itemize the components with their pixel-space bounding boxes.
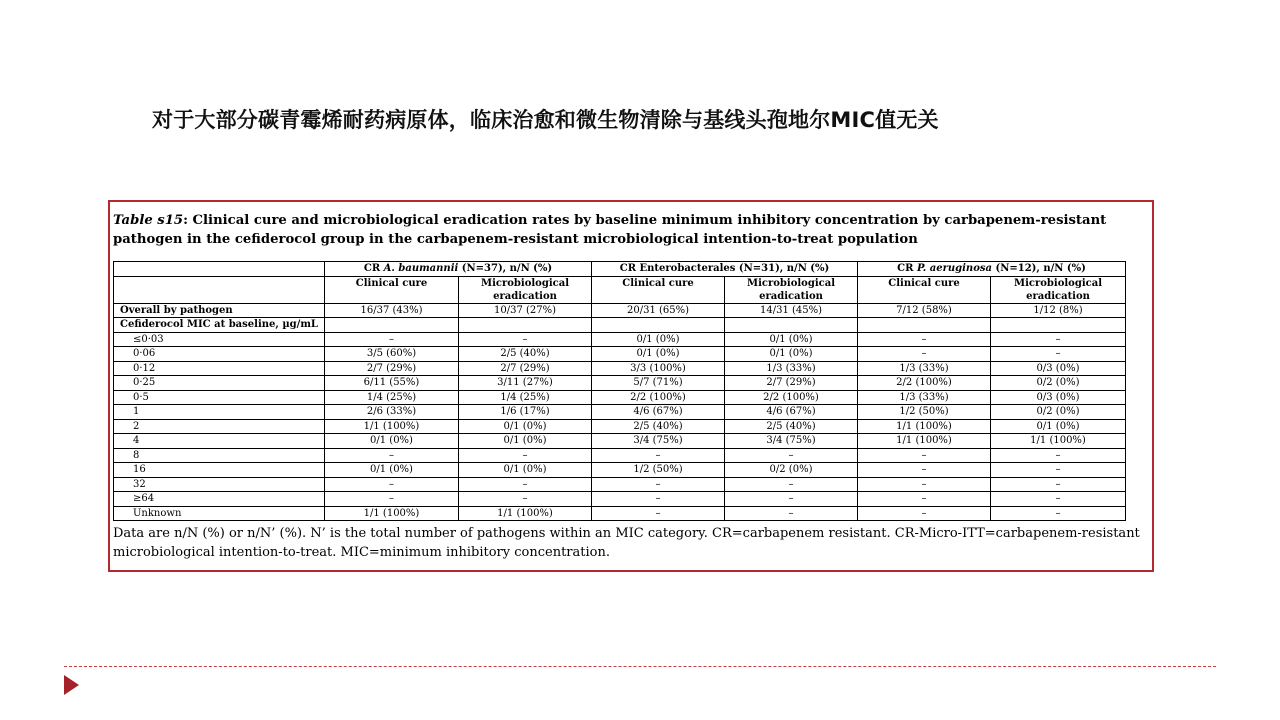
table-row xyxy=(114,448,1126,463)
table-cell: 3/11 (27%) xyxy=(459,376,592,391)
table-row xyxy=(114,318,1126,333)
table-cell: 1/4 (25%) xyxy=(325,390,459,405)
row-label: Overall by pathogen xyxy=(114,303,325,318)
table-cell: – xyxy=(991,448,1126,463)
table-cell: 0/3 (0%) xyxy=(991,390,1126,405)
table-cell: 0/1 (0%) xyxy=(592,332,725,347)
table-cell: – xyxy=(459,332,592,347)
subheader-cell: Microbiological eradication xyxy=(725,276,858,303)
table-cell: 1/1 (100%) xyxy=(858,434,991,449)
group-header-row xyxy=(114,262,1126,277)
table-cell: 1/1 (100%) xyxy=(858,419,991,434)
table-row xyxy=(114,405,1126,420)
table-row xyxy=(114,492,1126,507)
table-cell: 0/2 (0%) xyxy=(991,376,1126,391)
table-cell: 7/12 (58%) xyxy=(858,303,991,318)
group-header-enterobacterales: CR Enterobacterales (N=31), n/N (%) xyxy=(592,262,858,277)
row-label: 1 xyxy=(114,405,325,420)
table-cell: – xyxy=(592,477,725,492)
table-cell: – xyxy=(325,332,459,347)
table-cell: 0/1 (0%) xyxy=(725,332,858,347)
table-cell: – xyxy=(858,448,991,463)
table-cell: 2/7 (29%) xyxy=(459,361,592,376)
row-label: ≥64 xyxy=(114,492,325,507)
table-cell: 20/31 (65%) xyxy=(592,303,725,318)
table-row xyxy=(114,463,1126,478)
table-cell: 0/1 (0%) xyxy=(592,347,725,362)
table-cell: – xyxy=(459,492,592,507)
table-cell: – xyxy=(991,477,1126,492)
table-cell xyxy=(858,318,991,333)
table-cell: – xyxy=(459,448,592,463)
table-cell: – xyxy=(858,463,991,478)
table-cell: – xyxy=(858,506,991,521)
table-cell: 2/5 (40%) xyxy=(592,419,725,434)
table-row xyxy=(114,332,1126,347)
table-cell: 0/1 (0%) xyxy=(459,463,592,478)
subheader-cell: Clinical cure xyxy=(592,276,725,303)
table-cell: 2/2 (100%) xyxy=(858,376,991,391)
table-cell: 1/1 (100%) xyxy=(325,506,459,521)
row-label: 32 xyxy=(114,477,325,492)
table-cell: 2/7 (29%) xyxy=(325,361,459,376)
table-cell xyxy=(325,318,459,333)
table-cell: 1/6 (17%) xyxy=(459,405,592,420)
table-footnote: Data are n/N (%) or n/N’ (%). N’ is the total number of pathogens within an MIC category. CR=carbapenem resistant. CR-Micro-ITT=carbapenem-resistant microbiological intention-to-treat. MIC=minimum inhibitory concentration. xyxy=(113,526,1140,560)
bottom-divider xyxy=(64,666,1216,667)
table-cell xyxy=(459,318,592,333)
table-cell: – xyxy=(725,492,858,507)
table-cell: 2/2 (100%) xyxy=(725,390,858,405)
table-cell: 0/1 (0%) xyxy=(725,347,858,362)
table-cell: 0/1 (0%) xyxy=(459,434,592,449)
table-frame xyxy=(108,200,1154,572)
table-row xyxy=(114,506,1126,521)
table-cell: – xyxy=(991,463,1126,478)
table-cell: – xyxy=(592,492,725,507)
table-cell: – xyxy=(858,492,991,507)
table-cell: – xyxy=(325,477,459,492)
table-cell: – xyxy=(725,506,858,521)
table-cell: 16/37 (43%) xyxy=(325,303,459,318)
subheader-cell: Clinical cure xyxy=(858,276,991,303)
table-row xyxy=(114,434,1126,449)
subheader-row xyxy=(114,276,1126,303)
table-caption xyxy=(113,211,1153,249)
table-cell: – xyxy=(991,492,1126,507)
table-cell: 1/3 (33%) xyxy=(858,361,991,376)
table-cell: 1/1 (100%) xyxy=(325,419,459,434)
table-cell: 3/5 (60%) xyxy=(325,347,459,362)
table-cell: – xyxy=(592,506,725,521)
table-cell: 10/37 (27%) xyxy=(459,303,592,318)
row-label: 2 xyxy=(114,419,325,434)
triangle-arrow-icon xyxy=(64,675,79,695)
table-row xyxy=(114,361,1126,376)
table-cell: – xyxy=(592,448,725,463)
table-cell: 1/2 (50%) xyxy=(858,405,991,420)
subheader-cell: Microbiological eradication xyxy=(459,276,592,303)
table-cell: 6/11 (55%) xyxy=(325,376,459,391)
group-header-p-aeruginosa: CR P. aeruginosa (N=12), n/N (%) xyxy=(858,262,1126,277)
table-cell: 3/4 (75%) xyxy=(725,434,858,449)
row-label: 0·12 xyxy=(114,361,325,376)
table-cell: 0/1 (0%) xyxy=(459,419,592,434)
table-cell: 1/2 (50%) xyxy=(592,463,725,478)
table-row xyxy=(114,303,1126,318)
row-label: 0·06 xyxy=(114,347,325,362)
table-cell: 0/1 (0%) xyxy=(325,434,459,449)
table-cell xyxy=(592,318,725,333)
table-cell: 1/1 (100%) xyxy=(991,434,1126,449)
slide-title: 对于大部分碳青霉烯耐药病原体，临床治愈和微生物清除与基线头孢地尔MIC值无关 xyxy=(152,108,939,132)
row-label: ≤0·03 xyxy=(114,332,325,347)
table-cell: – xyxy=(991,347,1126,362)
row-label: 4 xyxy=(114,434,325,449)
subheader-empty xyxy=(114,276,325,303)
row-label: 16 xyxy=(114,463,325,478)
table-cell: 14/31 (45%) xyxy=(725,303,858,318)
table-cell: 3/3 (100%) xyxy=(592,361,725,376)
table-cell: 1/3 (33%) xyxy=(858,390,991,405)
table-cell: – xyxy=(325,448,459,463)
table-cell: 3/4 (75%) xyxy=(592,434,725,449)
table-cell: 1/12 (8%) xyxy=(991,303,1126,318)
row-label: 8 xyxy=(114,448,325,463)
subheader-cell: Microbiological eradication xyxy=(991,276,1126,303)
table-cell: 1/1 (100%) xyxy=(459,506,592,521)
table-cell: – xyxy=(325,492,459,507)
table-row xyxy=(114,477,1126,492)
table-cell: 2/5 (40%) xyxy=(725,419,858,434)
table-cell: – xyxy=(991,332,1126,347)
table-cell: – xyxy=(725,477,858,492)
table-cell: 0/2 (0%) xyxy=(725,463,858,478)
table-cell: 4/6 (67%) xyxy=(725,405,858,420)
header-empty xyxy=(114,262,325,277)
row-label: 0·25 xyxy=(114,376,325,391)
group-header-a-baumannii: CR A. baumannii (N=37), n/N (%) xyxy=(325,262,592,277)
table-row xyxy=(114,419,1126,434)
table-cell xyxy=(991,318,1126,333)
caption-label: Table s15 xyxy=(113,213,184,228)
table-cell: 0/1 (0%) xyxy=(991,419,1126,434)
table-cell: 0/2 (0%) xyxy=(991,405,1126,420)
table-cell xyxy=(725,318,858,333)
results-table xyxy=(113,261,1126,521)
table-cell: – xyxy=(459,477,592,492)
table-cell: – xyxy=(725,448,858,463)
row-label: Unknown xyxy=(114,506,325,521)
table-cell: 0/1 (0%) xyxy=(325,463,459,478)
table-cell: – xyxy=(858,347,991,362)
table-cell: 2/7 (29%) xyxy=(725,376,858,391)
table-cell: – xyxy=(858,477,991,492)
table-cell: 2/5 (40%) xyxy=(459,347,592,362)
table-row xyxy=(114,347,1126,362)
table-body xyxy=(114,303,1126,521)
table-cell: 4/6 (67%) xyxy=(592,405,725,420)
caption-text: : Clinical cure and microbiological eradication rates by baseline minimum inhibitory concentration by carbapenem-resistant pathogen in the cefiderocol group in the carbapenem-resistant microbiological intention-to-treat population xyxy=(113,213,1107,247)
table-cell: – xyxy=(858,332,991,347)
table-cell: 0/3 (0%) xyxy=(991,361,1126,376)
subheader-cell: Clinical cure xyxy=(325,276,459,303)
table-cell: 2/2 (100%) xyxy=(592,390,725,405)
table-cell: 1/3 (33%) xyxy=(725,361,858,376)
row-label: 0·5 xyxy=(114,390,325,405)
table-cell: – xyxy=(991,506,1126,521)
table-row xyxy=(114,390,1126,405)
table-cell: 2/6 (33%) xyxy=(325,405,459,420)
row-label: Cefiderocol MIC at baseline, µg/mL xyxy=(114,318,325,333)
table-cell: 5/7 (71%) xyxy=(592,376,725,391)
table-cell: 1/4 (25%) xyxy=(459,390,592,405)
table-row xyxy=(114,376,1126,391)
